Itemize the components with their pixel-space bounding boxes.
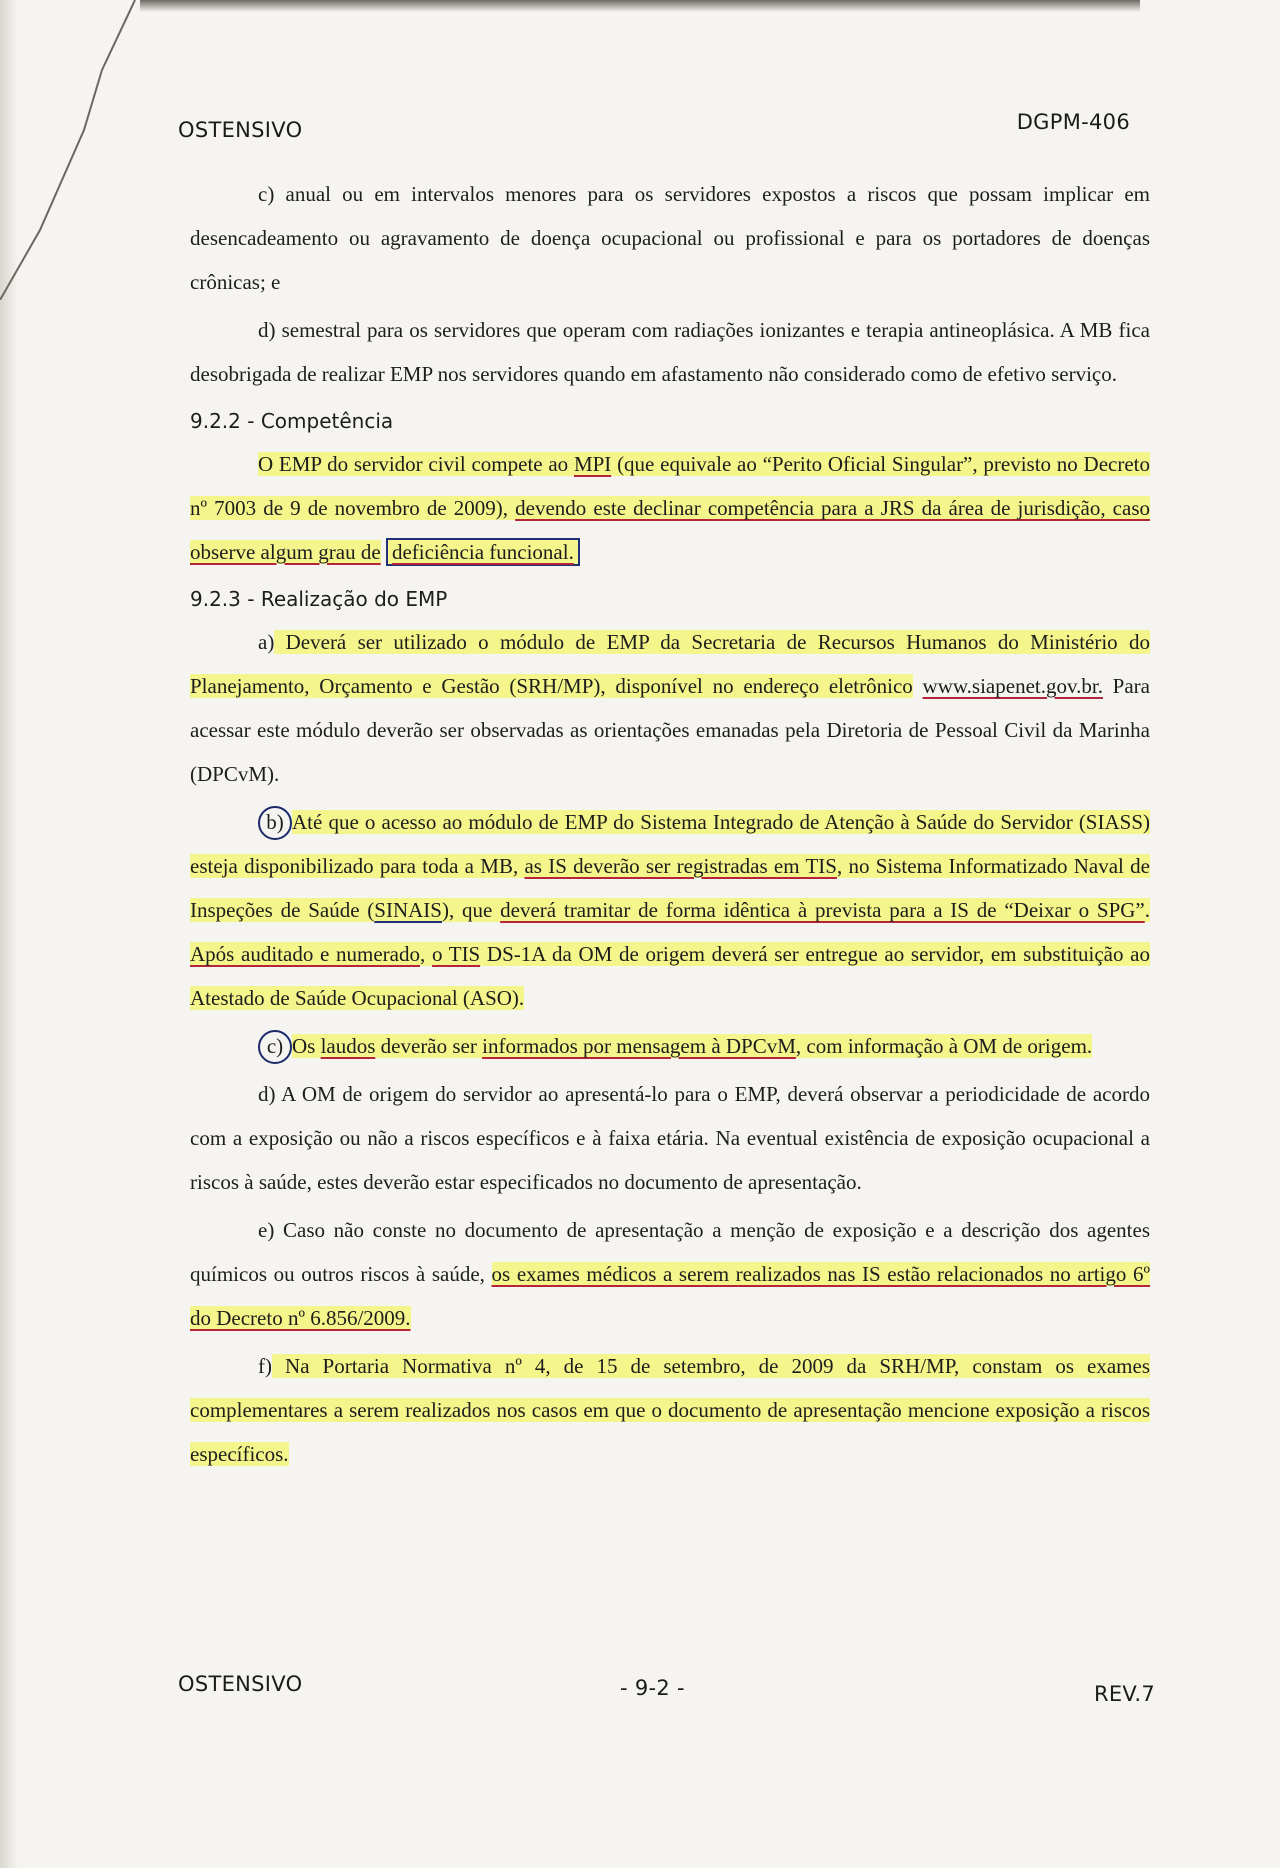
circled-letter: b) [258,806,292,840]
underlined-text: as IS deverão ser registradas em TIS [524,854,837,878]
header-document-code: DGPM-406 [1016,110,1130,134]
highlighted-text: Até que o acesso ao módulo de EMP do Sistema Integrado de Atenção à Saúde do Servidor (SIASS) esteja disponibilizado para toda a MB, [190,810,1150,878]
highlighted-text: deverão ser [375,1034,483,1058]
item-letter: a) [258,630,275,654]
revision-label: REV.7 [1093,1682,1155,1706]
page-number: - 9-2 - [620,1676,685,1700]
paragraph-item-e [190,1208,1150,1340]
underlined-text: devendo este declinar competência para a JRS da área de jurisdição, caso observe algum grau de [190,496,1150,564]
highlighted-text: , [420,942,432,966]
underlined-text: o TIS [431,942,481,966]
highlighted-text: , no Sistema Informatizado Naval de Inspeções de Saúde ( [190,854,1150,922]
paragraph-competencia [190,442,1150,574]
paragraph-item-d-om [190,1072,1150,1204]
paragraph-item-c [190,172,1150,304]
item-text: Para acessar este módulo deverão ser observadas as orientações emanadas pela Diretoria de Pessoal Civil da Marinha (DPCvM). [190,674,1150,786]
highlighted-text: (que equivale ao “Perito Oficial Singular”, previsto no Decreto nº 7003 de 9 de novembro de 2009), [190,452,1151,520]
highlighted-text: Na Portaria Normativa nº 4, de 15 de setembro, de 2009 da SRH/MP, constam os exames complementares a serem realizados nos casos em que o documento de apresentação mencione exposição a riscos específicos. [190,1354,1150,1466]
underlined-text: laudos [320,1034,376,1058]
underlined-text: Após auditado e numerado [190,942,420,966]
paragraph-item-b [190,800,1150,1020]
section-title-realizacao: 9.2.3 - Realização do EMP [190,587,448,611]
section-title-competencia: 9.2.2 - Competência [190,409,394,433]
page-top-shadow [140,0,1140,12]
header-classification: OSTENSIVO [178,118,303,142]
circled-letter: c) [258,1030,292,1064]
document-body [190,172,1150,1480]
paragraph-item-a [190,620,1150,796]
paragraph-item-d [190,308,1150,396]
item-letter: d) [258,1082,276,1106]
highlighted-text: ), que [441,898,501,922]
item-text: anual ou em intervalos menores para os servidores expostos a riscos que possam implicar em desencadeamento ou agravamento de doença ocupacional ou profissional e para os portadores de doenças crônicas; e [190,182,1150,294]
highlighted-text: Deverá ser utilizado o módulo de EMP da Secretaria de Recursos Humanos do Ministério do Planejamento, Orçamento e Gestão (SRH/MP), disponível no endereço eletrônico [190,630,1150,698]
highlighted-text: , com informação à OM de origem. [795,1034,1093,1058]
underlined-text: os exames médicos a serem realizados nas IS estão relacionados no artigo 6º do Decreto nº 6.856/2009. [190,1262,1151,1330]
boxed-text: deficiência funcional. [386,538,580,566]
highlighted-text: DS-1A da OM de origem deverá ser entregue ao servidor, em substituição ao Atestado de Saúde Ocupacional (ASO). [190,942,1151,1010]
highlighted-text: . [1144,898,1150,922]
item-letter: c) [258,182,275,206]
underlined-text: deverá tramitar de forma idêntica à prevista para a IS de “Deixar o SPG” [500,898,1145,922]
underlined-text: SINAIS [374,898,442,922]
item-letter: d) [258,318,276,342]
item-letter: f) [258,1354,272,1378]
paragraph-item-c-laudos [190,1024,1150,1068]
footer-classification: OSTENSIVO [178,1672,303,1696]
underlined-text: MPI [573,452,612,476]
website-link: www.siapenet.gov.br. [922,674,1103,698]
paper-fold-line [0,0,140,300]
paragraph-item-f [190,1344,1150,1476]
item-letter: e) [258,1218,275,1242]
item-text: Caso não conste no documento de apresentação a menção de exposição e a descrição dos agentes químicos ou outros riscos à saúde, [190,1218,1150,1286]
underlined-text: informados por mensagem à DPCvM [482,1034,796,1058]
item-text: semestral para os servidores que operam com radiações ionizantes e terapia antineoplásica. A MB fica desobrigada de realizar EMP nos servidores quando em afastamento não considerado como de efetivo serviço. [190,318,1150,386]
item-text: A OM de origem do servidor ao apresentá-lo para o EMP, deverá observar a periodicidade de acordo com a exposição ou não a riscos específicos e à faixa etária. Na eventual existência de exposição ocupacional a riscos à saúde, estes deverão estar especificados no documento de apresentação. [190,1082,1150,1194]
highlighted-text: O EMP do servidor civil compete ao [258,452,574,476]
highlighted-text: Os [292,1034,321,1058]
